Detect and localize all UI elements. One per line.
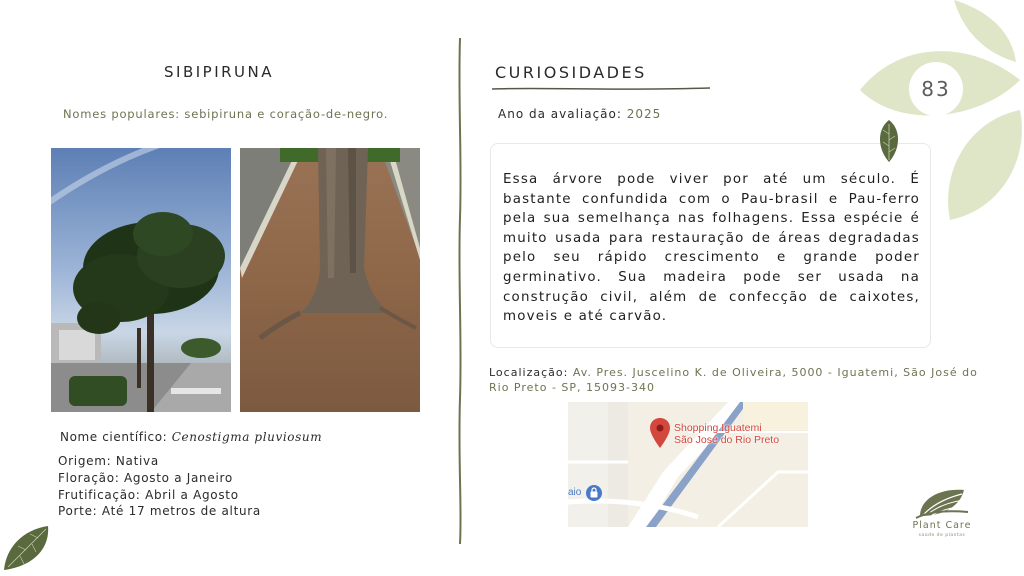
leaf-icon [876, 120, 902, 162]
shopping-bag-icon [586, 485, 602, 501]
scientific-name [60, 430, 322, 444]
logo-leaf-icon [914, 486, 970, 520]
column-divider [455, 38, 465, 544]
year-label: Ano da avaliação: [498, 107, 627, 121]
location-map[interactable] [568, 402, 808, 527]
evaluation-year [498, 107, 661, 121]
title-underline [492, 85, 710, 93]
page-number-badge [909, 62, 963, 116]
fact-origin: Origem: Nativa [58, 454, 159, 468]
scientific-label: Nome científico: [60, 430, 172, 444]
species-facts [58, 453, 261, 520]
fact-fruiting: Frutificação: Abril a Agosto [58, 487, 239, 502]
map-place-line2: São José do Rio Preto [674, 434, 780, 446]
curiosities-title: CURIOSIDADES [495, 63, 647, 82]
map-place-line1: Shopping Iguatemi [674, 422, 762, 434]
location-label: Localização: [489, 366, 573, 379]
year-value: 2025 [626, 107, 662, 121]
fact-size: Porte: Até 17 metros de altura [58, 504, 261, 519]
corner-leaf-icon [0, 524, 52, 572]
curiosity-text: Essa árvore pode viver por até um século. É bastante confundida com o Pau-brasil e Pau-ferro pela sua semelhança nas folhagens. Essa espécie é muito usada para restauração de áreas degradadas pelo seu rápido crescimento e grande poder germinativo. Sua madeira pode ser usada na construção civil, além de confecção de caixotes, moveis e até carvão. [503, 172, 920, 325]
map-place-label [674, 422, 779, 446]
tree-photo-wide [51, 148, 231, 412]
logo-tagline: saúde de plantas [918, 533, 966, 538]
page-number: 83 [921, 77, 951, 101]
scientific-name-value: Cenostigma pluviosum [171, 430, 323, 444]
location [489, 366, 979, 395]
popular-names: Nomes populares: sebipiruna e coração-de-negro. [63, 107, 389, 121]
tree-photo-trunk [240, 148, 420, 412]
location-address: Av. Pres. Juscelino K. de Oliveira, 5000 - Iguatemi, São José do Rio Preto - SP, 15093-340 [489, 366, 978, 394]
fact-flowering: Floração: Agosto a Janeiro [58, 470, 233, 485]
logo-name: Plant Care [912, 520, 972, 531]
species-title: SIBIPIRUNA [164, 63, 275, 81]
plant-care-logo [904, 486, 980, 544]
map-partial-label: aio [568, 487, 582, 498]
map-pin-icon [650, 418, 670, 448]
